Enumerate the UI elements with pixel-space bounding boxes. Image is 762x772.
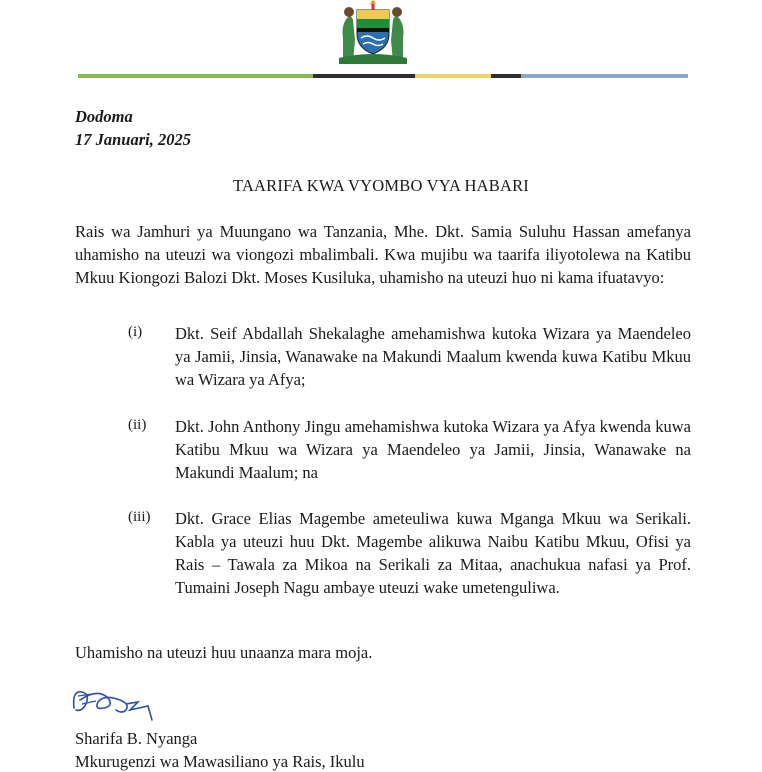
- list-item: Dkt. Grace Elias Magembe ameteuliwa kuwa Mganga Mkuu wa Serikali. Kabla ya uteuzi huu Dkt. Magembe alikuwa Naibu Katibu Mkuu, Ofisi ya Rais – Tawala za Mikoa na Serikali za Mitaa, anachukua nafasi ya Prof. Tumaini Joseph Nagu ambaye uteuzi wake umetenguliwa.: [175, 509, 691, 597]
- stripe-segment-black: [313, 74, 415, 78]
- document-date: 17 Januari, 2025: [75, 130, 191, 149]
- list-item: Dkt. Seif Abdallah Shekalaghe amehamishwa kutoka Wizara ya Maendeleo ya Jamii, Jinsia, Wanawake na Makundi Maalum kwenda kuwa Katibu Mkuu wa Wizara ya Afya;: [175, 324, 691, 389]
- stripe-segment-black2: [491, 74, 521, 78]
- stripe-segment-yellow: [415, 74, 491, 78]
- signatory-title: Mkurugenzi wa Mawasiliano ya Rais, Ikulu: [75, 752, 365, 771]
- list-item-number: (iii): [128, 509, 151, 525]
- signature-image: [68, 680, 163, 725]
- document-title: TAARIFA KWA VYOMBO VYA HABARI: [232, 176, 530, 195]
- document-place: Dodoma: [75, 107, 133, 126]
- list-item-number: (ii): [128, 417, 147, 433]
- closing-statement: Uhamisho na uteuzi huu unaanza mara moja.: [75, 643, 373, 662]
- stripe-segment-green: [78, 74, 313, 78]
- list-item-number: (i): [128, 324, 143, 340]
- intro-paragraph: Rais wa Jamhuri ya Muungano wa Tanzania, Mhe. Dkt. Samia Suluhu Hassan amefanya uhamisho na uteuzi wa viongozi mbalimbali. Kwa mujibu wa taarifa iliyotolewa na Katibu Mkuu Kiongozi Balozi Dkt. Moses Kusiluka, uhamisho na uteuzi huo ni kama ifuatavyo:: [75, 222, 691, 287]
- stripe-segment-blue: [521, 74, 688, 78]
- signatory-name: Sharifa B. Nyanga: [75, 729, 198, 748]
- header-stripe: [78, 74, 688, 78]
- coat-of-arms-icon: [333, 0, 413, 64]
- list-item: Dkt. John Anthony Jingu amehamishwa kutoka Wizara ya Afya kwenda kuwa Katibu Mkuu wa Wizara ya Maendeleo ya Jamii, Jinsia, Wanawake na Makundi Maalum; na: [175, 417, 691, 482]
